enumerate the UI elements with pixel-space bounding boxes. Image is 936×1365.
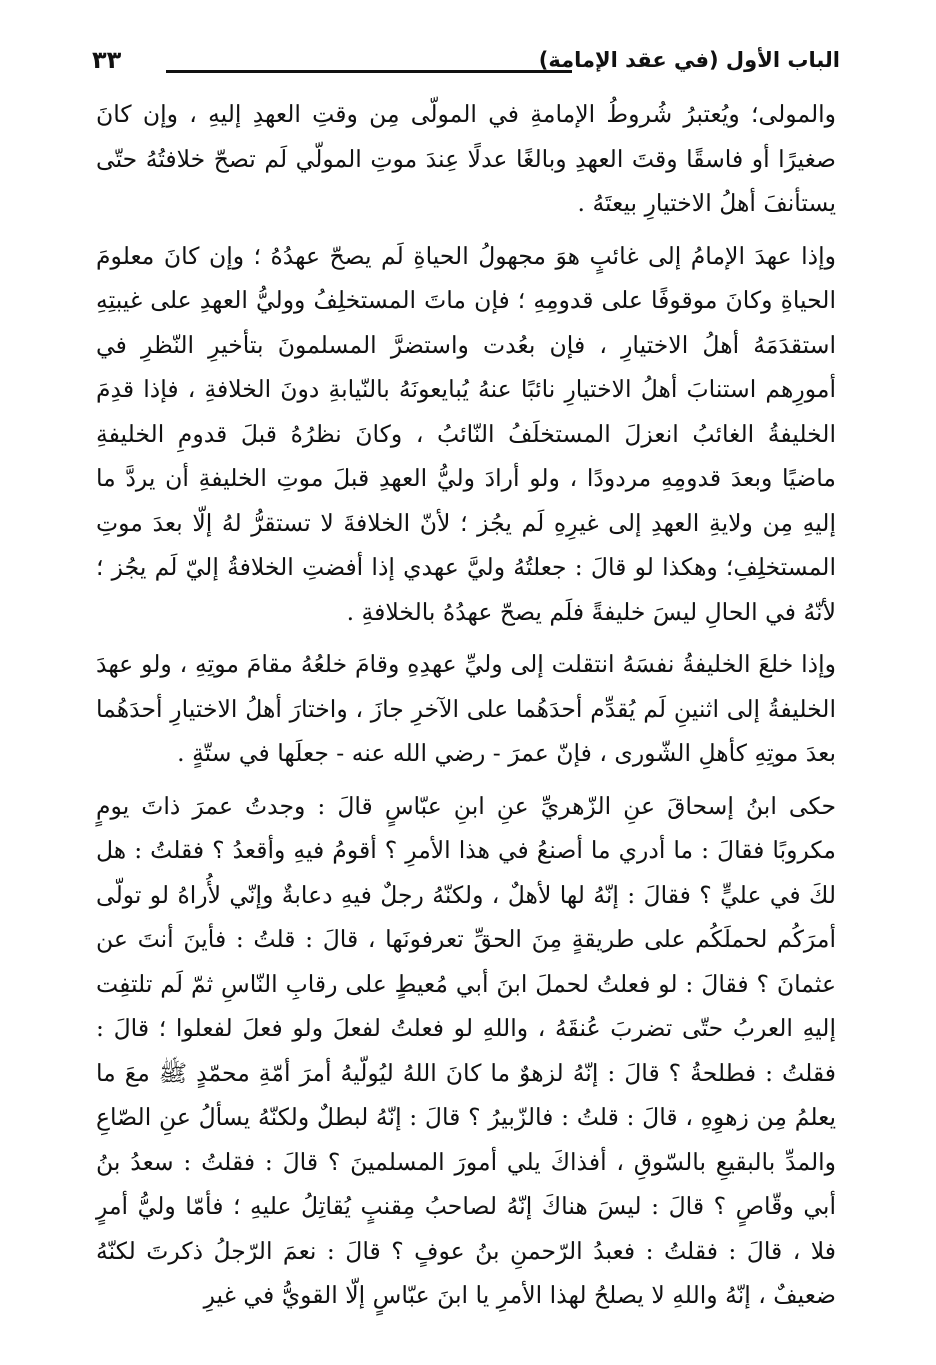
page-number: ٣٣ [92,46,122,74]
body-text [96,92,836,1318]
running-header [92,40,840,84]
paragraph-1: والمولى؛ ويُعتبرُ شُروطُ الإمامةِ في المولّى مِن وقتِ العهدِ إليهِ ، وإن كانَ صغيرًا أو فاسقًا وقتَ العهدِ وبالغًا عدلًا عِندَ موتِ المولّي لَم تصحّ خلافتُهُ حتّى يستأنفَ أهلُ الاختيارِ بيعتَهُ . [96,100,836,217]
paragraph-4: حكى ابنُ إسحاقَ عنِ الزّهريِّ عنِ ابنِ عبّاسٍ قالَ : وجدتُ عمرَ ذاتَ يومٍ مكروبًا فقالَ : ما أدري ما أصنعُ في هذا الأمرِ ؟ أقومُ فيهِ وأقعدُ ؟ فقلتُ : هل لكَ في عليٍّ ؟ فقالَ : إنّهُ لها لأهلٌ ، ولكنّهُ رجلٌ فيهِ دعابةٌ وإنّي لأُراهُ لو تولّى أمرَكُم لحملَكُم على طريقةٍ مِنَ الحقِّ تعرفونَها ، قالَ : قلتُ : فأينَ أنتَ عن عثمانَ ؟ فقالَ : لو فعلتُ لحملَ ابنَ أبي مُعيطٍ على رقابِ النّاسِ ثمّ لَم تلتفِت إليهِ العربُ حتّى تضربَ عُنقَهُ ، واللهِ لو فعلتُ لفعلَ ولو فعلَ لفعلوا ؛ قالَ : فقلتُ : فطلحةُ ؟ قالَ : إنّهُ لزهوٌ ما كانَ اللهُ ليُولّيهُ أمرَ أمّةِ محمّدٍ ﷺ معَ ما يعلمُ مِن زهوِهِ ، قالَ : قلتُ : فالزّبيرُ ؟ قالَ : إنّهُ لبطلٌ ولكنّهُ يسألُ عنِ الصّاعِ والمدِّ بالبقيعِ بالسّوقِ ، أفذاكَ يلي أمورَ المسلمينَ ؟ قالَ : فقلتُ : سعدُ بنُ أبي وقّاصٍ ؟ قالَ : ليسَ هناكَ إنّهُ لصاحبُ مِقنبٍ يُقاتِلُ عليهِ ؛ فأمّا وليُّ أمرٍ فلا ، قالَ : فقلتُ : فعبدُ الرّحمنِ بنُ عوفٍ ؟ قالَ : نعمَ الرّجلُ ذكرتَ لكنّهُ ضعيفٌ ، إنّهُ واللهِ لا يصلحُ لهذا الأمرِ يا ابنَ عبّاسٍ إلّا القويُّ في غيرِ [96,791,836,1309]
paragraph-2: وإذا عهدَ الإمامُ إلى غائبٍ هوَ مجهولُ الحياةِ لَم يصحّ عهدُهُ ؛ وإن كانَ معلومَ الحياةِ وكانَ موقوفًا على قدومِهِ ؛ فإن ماتَ المستخلِفُ ووليُّ العهدِ على غيبتِهِ استقدَمَهُ أهلُ الاختيارِ ، فإن بعُدت واستضرَّ المسلمونَ بتأخيرِ النّظرِ في أمورِهم استنابَ أهلُ الاختيارِ نائبًا عنهُ يُبايعونَهُ بالنّيابةِ دونَ الخلافةِ ، فإذا قدِمَ الخليفةُ الغائبُ انعزلَ المستخلَفُ النّائبُ ، وكانَ نظرُهُ قبلَ قدومِ الخليفةِ ماضيًا وبعدَ قدومِهِ مردودًا ، ولو أرادَ وليُّ العهدِ قبلَ موتِ الخليفةِ أن يردَّ ما إليهِ مِن ولايةِ العهدِ إلى غيرِهِ لَم يجُز ؛ لأنّ الخلافةَ لا تستقرُّ لهُ إلّا بعدَ موتِ المستخلِفِ؛ وهكذا لو قالَ : جعلتُهُ وليَّ عهدي إذا أفضتِ الخلافةُ إليّ لَم يجُز ؛ لأنّهُ في الحالِ ليسَ خليفةً فلَم يصحّ عهدُهُ بالخلافةِ . [96,241,836,626]
header-rule [166,70,572,73]
paragraph-3: وإذا خلعَ الخليفةُ نفسَهُ انتقلت إلى وليِّ عهدِهِ وقامَ خلعُهُ مقامَ موتِهِ ، ولو عهدَ الخليفةُ إلى اثنينِ لَم يُقدِّم أحدَهُما على الآخرِ جازَ ، واختارَ أهلُ الاختيارِ أحدَهُما بعدَ موتِهِ كأهلِ الشّورى ، فإنّ عمرَ - رضي الله عنه - جعلَها في ستّةٍ . [96,650,836,767]
chapter-title: الباب الأول (في عقد الإمامة) [538,48,840,72]
